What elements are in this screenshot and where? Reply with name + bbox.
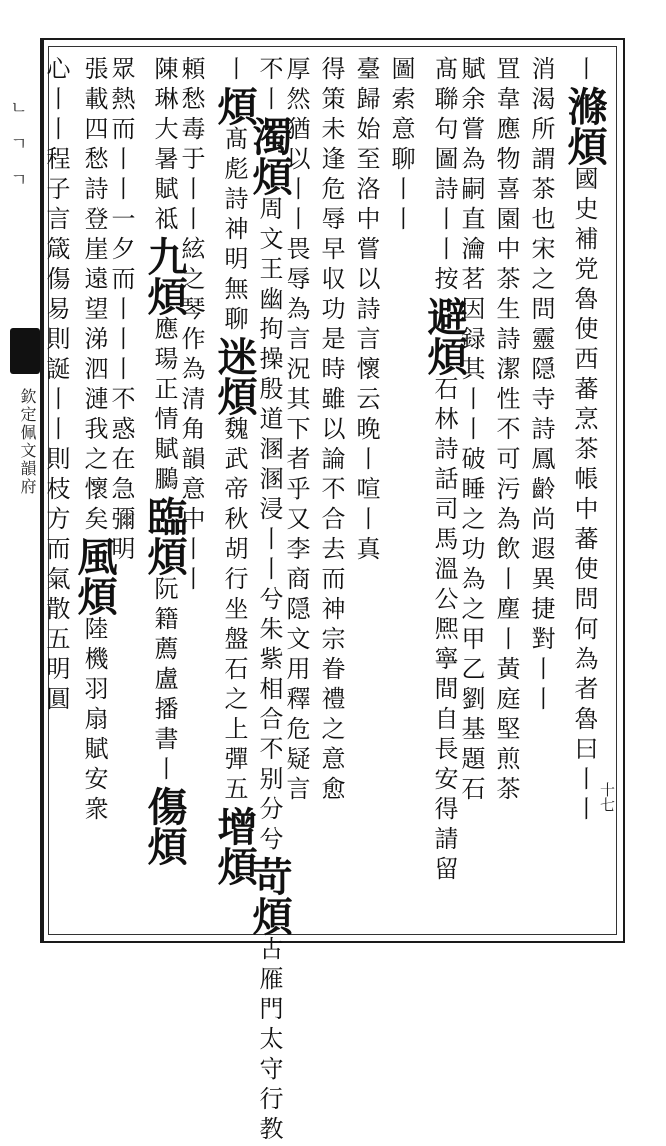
entry-text: 厚然猶以丨丨畏辱為言況其下者乎又李商隠文用釋危疑言 bbox=[282, 56, 310, 806]
headword: 迷煩 bbox=[211, 336, 258, 416]
entry-text: 眾熱而丨丨 bbox=[107, 56, 135, 206]
entry-text: 丨 bbox=[220, 56, 248, 86]
book-spine bbox=[0, 38, 44, 943]
entry-text: 得策未逢危辱早収功是時雖以論不合去而神宗眷禮之意愈 bbox=[317, 56, 345, 806]
entry-text: 魏武帝秋胡行坐盤石之上彈五 bbox=[220, 416, 248, 806]
text-column bbox=[529, 56, 553, 716]
text-column bbox=[44, 56, 68, 716]
entry-text: 石林詩話司馬溫公熈寧間自長安得請留 bbox=[430, 376, 458, 886]
text-column bbox=[246, 56, 293, 1146]
entry-text: 張載四愁詩登崖遠望涕泗漣我之懷矣 bbox=[80, 56, 108, 536]
headword: 傷煩 bbox=[141, 786, 188, 866]
folio-number: 十七 bbox=[598, 782, 616, 812]
headword: 苛煩 bbox=[246, 856, 293, 936]
text-column bbox=[494, 56, 518, 806]
entry-text: 圖索意聊丨丨 bbox=[387, 56, 415, 236]
entry-text: 周文王幽拘操殷道溷溷浸丨丨兮朱紫相合不别分兮 bbox=[255, 196, 283, 856]
headword: 臨煩 bbox=[141, 496, 188, 576]
entry-text: 陸機羽扇賦安衆 bbox=[80, 616, 108, 826]
spine-fish-tail-mark bbox=[10, 328, 40, 374]
entry-text: 國史補党魯使西蕃烹茶帳中蕃使問何為者魯曰丨丨 bbox=[570, 166, 598, 826]
entry-text: 臺歸始至洛中嘗以詩言懷云晚丨喧丨真 bbox=[352, 56, 380, 566]
entry-text: 丨 bbox=[570, 56, 598, 86]
text-column bbox=[389, 56, 413, 236]
entry-text: 絃之琴作為清角韻意中丨丨 bbox=[177, 236, 205, 596]
entry-text: 髙彪詩神明無聊 bbox=[220, 126, 248, 336]
spine-ticks: ㄴㄱㄱ bbox=[7, 98, 28, 206]
text-column bbox=[354, 56, 378, 566]
entry-text: 心丨丨程子言箴傷易則誕丨丨則枝 bbox=[42, 56, 70, 506]
entry-text: 消渴所謂茶也宋之問靈隠寺詩鳳齡尚遐異捷對丨丨 bbox=[527, 56, 555, 716]
entry-text: 賦余嘗為嗣直瀹茗因録其丨丨破睡之功為之甲乙劉基題石 bbox=[457, 56, 485, 806]
headword: 滌煩 bbox=[561, 86, 608, 166]
headword: 煩 bbox=[211, 86, 258, 126]
headword: 風煩 bbox=[71, 536, 118, 616]
text-column bbox=[211, 56, 258, 886]
text-column bbox=[319, 56, 343, 806]
entry-text: 丨不惑在急彌明 bbox=[107, 356, 135, 566]
entry-text: 古雁門太守行教 bbox=[255, 936, 283, 1146]
entry-text: 頼愁毒于丨丨 bbox=[177, 56, 205, 236]
headword: 避煩 bbox=[421, 296, 468, 376]
entry-text: 髙聯句圖詩丨丨按 bbox=[430, 56, 458, 296]
entry-text: 阮籍薦盧播書丨 bbox=[150, 576, 178, 786]
entry-text: 應瑒正情賦鵩 bbox=[150, 316, 178, 496]
entry-text: 不丨 bbox=[255, 56, 283, 116]
headword: 濁煩 bbox=[246, 116, 293, 196]
text-column bbox=[421, 56, 468, 886]
spine-title: 欽定佩文韻府 bbox=[18, 388, 37, 496]
text-column bbox=[71, 56, 118, 826]
entry-text: 罝韋應物喜園中茶生詩潔性不可污為飲丨塵丨黃庭堅煎茶 bbox=[492, 56, 520, 806]
headword: 增煩 bbox=[211, 806, 258, 886]
entry-text: 一夕而丨丨 bbox=[107, 206, 135, 356]
entry-text: 方而氣散五明圓 bbox=[42, 506, 70, 716]
text-column bbox=[141, 56, 188, 866]
entry-text: 陳琳大暑賦祗 bbox=[150, 56, 178, 236]
headword: 九煩 bbox=[141, 236, 188, 316]
